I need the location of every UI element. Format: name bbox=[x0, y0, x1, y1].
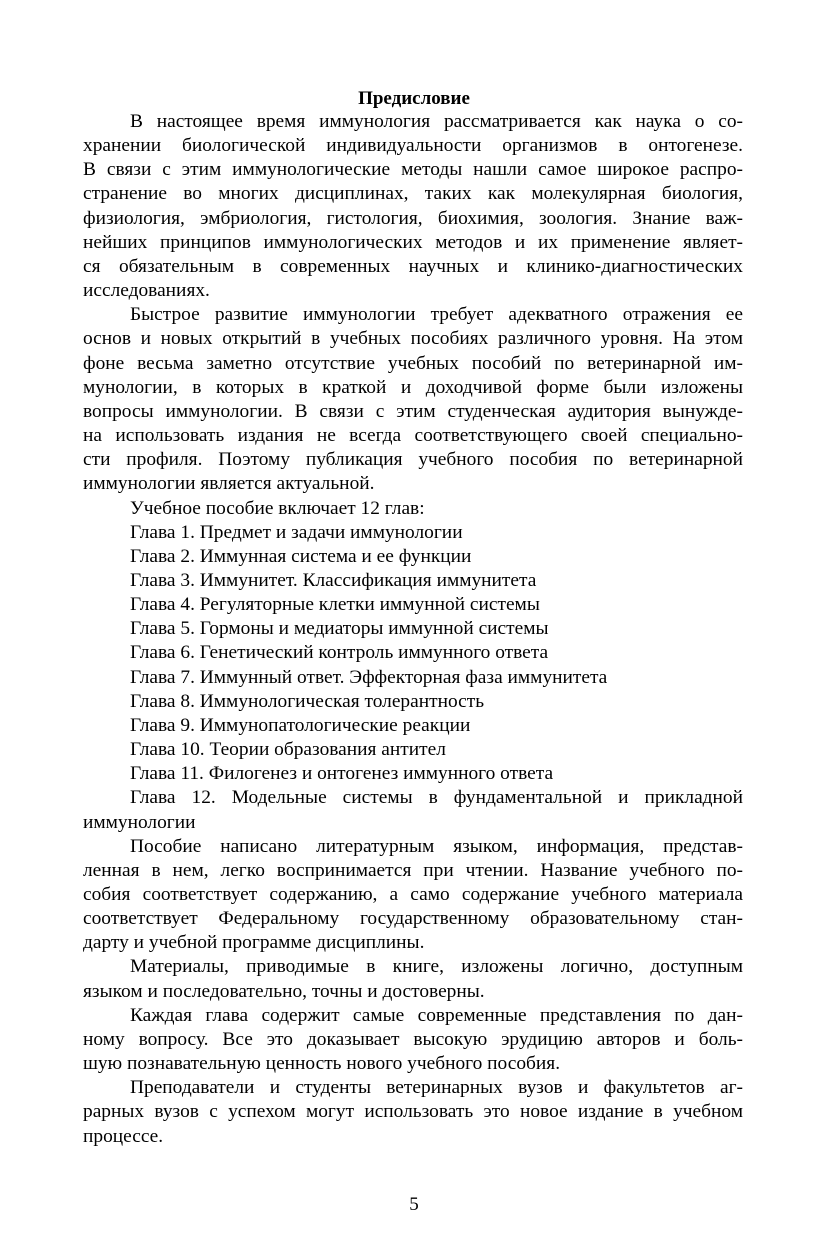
text-line: процессе. bbox=[83, 1125, 164, 1147]
text-line: шую познавательную ценность нового учебного пособия. bbox=[83, 1053, 561, 1075]
chapter-list-item: Глава 5. Гормоны и медиаторы иммунной системы bbox=[130, 618, 549, 640]
chapter-list-item: Глава 1. Предмет и задачи иммунологии bbox=[130, 521, 463, 543]
text-line: рарных вузов с успехом могут использовать это новое издание в учебном bbox=[83, 1101, 743, 1123]
text-line: ленная в нем, легко воспринимается при чтении. Название учебного по- bbox=[83, 859, 743, 881]
text-line: физиология, эмбриология, гистология, биохимия, зоология. Знание важ- bbox=[83, 207, 743, 229]
text-line: Учебное пособие включает 12 глав: bbox=[130, 497, 425, 519]
text-line: языком и последовательно, точны и достоверны. bbox=[83, 980, 485, 1002]
text-line: ся обязательным в современных научных и клинико-диагностических bbox=[83, 255, 743, 277]
chapter-list-item: Глава 12. Модельные системы в фундаментальной и прикладной bbox=[130, 787, 743, 809]
text-line: сти профиля. Поэтому публикация учебного пособия по ветеринарной bbox=[83, 449, 743, 471]
text-line: мунологии, в которых в краткой и доходчивой форме были изложены bbox=[83, 376, 743, 398]
chapter-list-item: Глава 11. Филогенез и онтогенез иммунного ответа bbox=[130, 763, 554, 785]
text-line: фоне весьма заметно отсутствие учебных пособий по ветеринарной им- bbox=[83, 352, 743, 374]
chapter-list-item: Глава 6. Генетический контроль иммунного ответа bbox=[130, 642, 549, 664]
text-line: дарту и учебной программе дисциплины. bbox=[83, 932, 425, 954]
chapter-list-item: Глава 10. Теории образования антител bbox=[130, 739, 446, 761]
chapter-list-item: Глава 8. Иммунологическая толерантность bbox=[130, 690, 485, 712]
text-line: В настоящее время иммунология рассматривается как наука о со- bbox=[130, 111, 743, 132]
text-line: нейших принципов иммунологических методов и их применение являет- bbox=[83, 231, 743, 253]
text-line: Пособие написано литературным языком, информация, представ- bbox=[130, 835, 743, 857]
chapter-list-item: иммунологии bbox=[83, 811, 196, 833]
text-line: ному вопросу. Все это доказывает высокую эрудицию авторов и боль- bbox=[83, 1028, 743, 1050]
chapter-list-item: Глава 3. Иммунитет. Классификация иммунитета bbox=[130, 569, 537, 591]
text-line: иммунологии является актуальной. bbox=[83, 473, 375, 495]
page-number: 5 bbox=[409, 1194, 419, 1215]
text-line: Материалы, приводимые в книге, изложены логично, доступным bbox=[130, 956, 743, 978]
text-line: Быстрое развитие иммунологии требует адекватного отражения ее bbox=[130, 304, 743, 326]
chapter-list-item: Глава 4. Регуляторные клетки иммунной системы bbox=[130, 594, 540, 616]
text-line: странение во многих дисциплинах, таких как молекулярная биология, bbox=[83, 183, 743, 205]
text-line: В связи с этим иммунологические методы нашли самое широкое распро- bbox=[83, 159, 743, 181]
page-title: Предисловие bbox=[358, 88, 470, 109]
text-line: Каждая глава содержит самые современные представления по дан- bbox=[130, 1004, 743, 1026]
text-line: хранении биологической индивидуальности организмов в онтогенезе. bbox=[83, 135, 743, 157]
text-line: собия соответствует содержанию, а само содержание учебного материала bbox=[83, 884, 743, 905]
text-line: основ и новых открытий в учебных пособиях различного уровня. На этом bbox=[83, 328, 743, 350]
text-line: на использовать издания не всегда соответствующего своей специально- bbox=[83, 425, 743, 447]
chapter-list-item: Глава 7. Иммунный ответ. Эффекторная фаза иммунитета bbox=[130, 666, 608, 688]
preface-text bbox=[83, 110, 743, 1149]
text-line: Преподаватели и студенты ветеринарных вузов и факультетов аг- bbox=[130, 1077, 743, 1099]
chapter-list-item: Глава 2. Иммунная система и ее функции bbox=[130, 545, 472, 567]
text-line: соответствует Федеральному государственному образовательному стан- bbox=[83, 908, 743, 930]
text-line: вопросы иммунологии. В связи с этим студенческая аудитория вынужде- bbox=[83, 400, 743, 422]
chapter-list-item: Глава 9. Иммунопатологические реакции bbox=[130, 714, 471, 736]
text-line: исследованиях. bbox=[83, 280, 210, 302]
